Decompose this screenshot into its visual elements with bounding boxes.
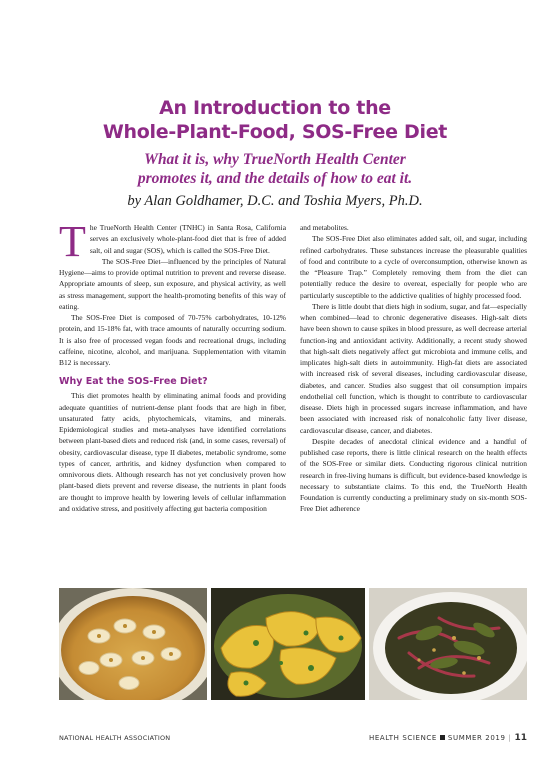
paragraph: The SOS-Free Diet is composed of 70-75% carbohydrates, 10-12% protein, and 15-18% fat, with trace amounts of naturally occurring sodium. It is also free of processed vegan foods and recreational drugs, including caffeine, nicotine, alcohol, and marijuana. Supplementation with vitamin B12 is necessary. <box>59 313 286 367</box>
paragraph: and metabolites. <box>300 223 349 232</box>
footer-separator: | <box>508 734 512 742</box>
photo-strip <box>59 588 527 700</box>
footer-publisher: NATIONAL HEALTH ASSOCIATION <box>59 734 171 742</box>
drop-cap: T <box>59 217 86 266</box>
paragraph: The SOS-Free Diet also eliminates added salt, oil, and sugar, including refined carbohydrates. These substances increase the pleasurable qualities of food and contribute to a cycle of overconsumption, otherwise known as the “Pleasure Trap.” Completely removing them from the diet can potentially reduce the desire to overeat, especially for people who are particularly susceptible to the addictive qualities of highly processed food. <box>300 234 527 300</box>
section-heading: Why Eat the SOS-Free Diet? <box>59 376 208 388</box>
paragraph: This diet promotes health by eliminating animal foods and providing adequate quantities of nutrient-dense plant foods that are high in fiber, unsaturated fatty acids, phytochemicals, vitamins, and minerals. Epidemiological studies and meta-analyses have identified correlations between plant-based diets and reduced risk (and, in some cases, reversal) of obesity, cardiovascular disease, type II diabetes, metabolic syndrome, some types of cancer, arthritis, and kidney dysfunction when compared to omnivorous diets. Although research has not yet conclusively proven how plant-based diets prevent and reverse disease, the nutrients in plant foods are thought to improve health by lowering levels of cellular inflammation and oxidative stress, and positively affecting gut bacteria composition <box>59 391 286 513</box>
footer-issue-info <box>369 733 527 743</box>
paragraph: Despite decades of anecdotal clinical evidence and a handful of published case reports, there is little clinical research on the health effects of the SOS-Free or similar diets. Conducting rigorous clinical nutrition research in free-living humans is difficult, but evidence-based knowledge is necessary to substantiate claims. To this end, the TrueNorth Health Foundation is currently conducting a preliminary study on six-month SOS-Free Diet adherence <box>300 436 527 514</box>
article-subtitle <box>0 150 550 188</box>
potato-dish-photo <box>211 588 365 700</box>
oatmeal-bowl-photo <box>59 588 207 700</box>
article-title-line1: An Introduction to the <box>159 97 391 119</box>
subtitle-line2: promotes it, and the details of how to eat it. <box>137 170 413 187</box>
page-number: 11 <box>514 733 527 743</box>
page-footer <box>59 733 527 745</box>
intro-paragraph-text: he TrueNorth Health Center (TNHC) in Santa Rosa, California serves an exclusively whole-plant-food diet that is free of added salt, oil and sugar (SOS), which is called the SOS-Free Diet. <box>89 223 286 255</box>
subtitle-line1: What it is, why TrueNorth Health Center <box>144 151 406 168</box>
footer-magazine: HEALTH SCIENCE <box>368 734 437 742</box>
left-column <box>59 217 286 514</box>
article-title-line2: Whole-Plant-Food, SOS-Free Diet <box>102 121 448 143</box>
footer-issue: SUMMER 2019 <box>447 734 506 742</box>
paragraph: There is little doubt that diets high in sodium, sugar, and fat—especially when combined—lead to chronic degenerative diseases. High-salt diets have been shown to cause spikes in blood pressure, as well decrease arterial function-ing and antioxidant activity. Additionally, a recent study showed that high-salt diets negatively affect gut microbiota and immune cells, and implicates high-salt diets in autoimmunity. High-fat diets are associated with increased risk of several diseases, including cardiovascular disease, diabetes, and cancer. Studies also suggest that oil consumption impairs endothelial cell function, which is thought to contribute to cardiovascular disease. Diets high in processed sugars increase inflammation, and have been associated with increased risk of nonalcoholic fatty liver disease, cardiovascular disease, cancer, and diabetes. <box>300 301 527 435</box>
byline: by Alan Goldhamer, D.C. and Toshia Myers, Ph.D. <box>127 193 423 209</box>
right-column <box>300 222 527 515</box>
paragraph: The SOS-Free Diet—influenced by the principles of Natural Hygiene—aims to provide optimal nutrition to prevent and reverse disease. Appropriate amounts of sleep, sun exposure, and physical activity, as well as stress management, support the health-promoting benefits of this way of eating. <box>59 256 286 311</box>
greens-salad-photo <box>369 588 527 700</box>
intro-paragraph <box>59 217 286 266</box>
square-bullet-icon <box>440 735 445 740</box>
